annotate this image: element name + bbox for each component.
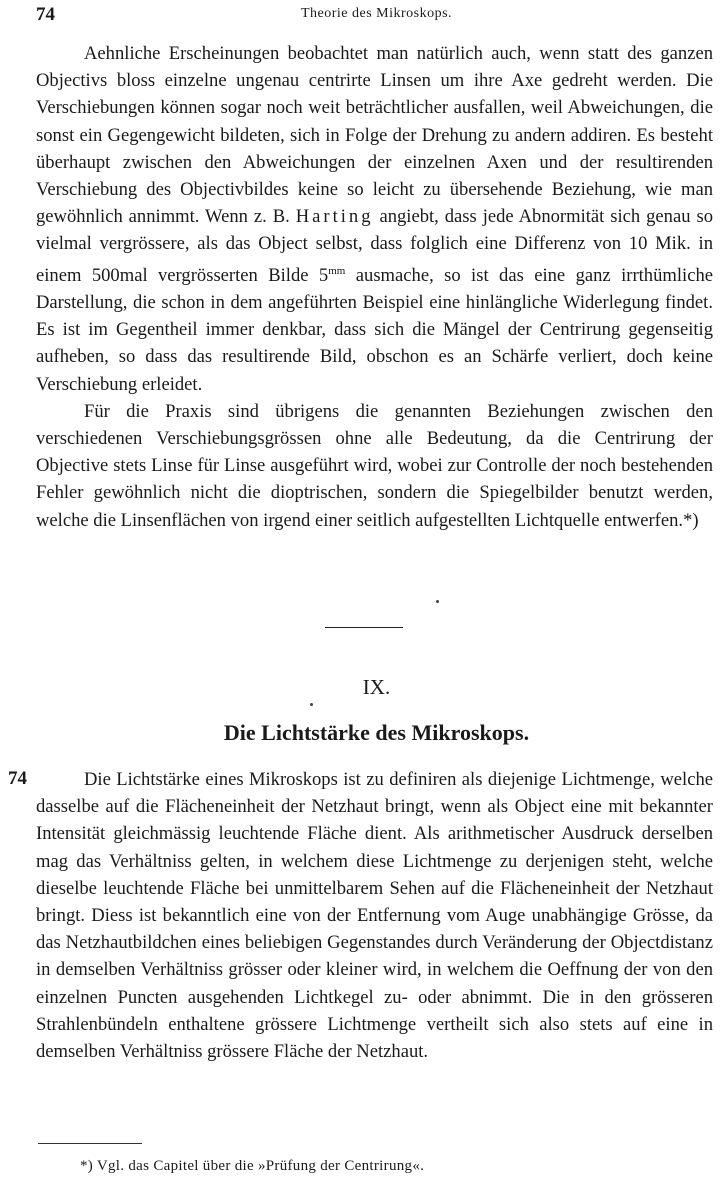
section-divider-rule [325, 627, 403, 628]
paragraph-practice: Für die Praxis sind übrigens die genannten Beziehungen zwischen den verschiedenen Verschiebungsgrössen ohne alle Bedeutung, da die Centrirung der Objective stets Linse für Linse ausgeführt wird, wobei zur Controlle der noch bestehenden Fehler gewöhnlich nicht die dioptrischen, sondern die Spiegelbilder benutzt werden, welche die Linsenflächen von irgend einer seitlich aufgestellten Lichtquelle entwerfen.*) [36, 400, 713, 531]
footnote: *) Vgl. das Capitel über die »Prüfung der Centrirung«. [80, 1158, 425, 1174]
margin-paragraph-number: 74 [8, 768, 27, 789]
page-number: 74 [36, 4, 55, 25]
paragraph-centring-discussion [36, 40, 713, 398]
paragraph-text-part: angiebt, dass jede Abnormität sich genau so vielmal vergrössere, als das Object selbst, dass folglich eine Differenz von 10 Mik. in einem 500mal vergrösserten Bilde 5 [36, 206, 713, 286]
paragraph-text-part: ausmache, so ist das eine ganz irrthümliche Darstellung, die schon in dem angeführten Beispiel eine hinlängliche Widerlegung findet. Es ist im Gegentheil immer denkbar, dass sich die Mängel der Centrirung gegenseitig aufheben, so dass das resultirende Bild, obschon es an Schärfe verliert, doch keine Verschiebung erleidet. [36, 264, 714, 395]
section-numeral: IX. [362, 675, 391, 699]
unit-superscript: mm [328, 264, 346, 277]
body-text-upper [36, 40, 713, 534]
running-head: Theorie des Mikroskops. [300, 6, 453, 21]
stray-dot [436, 600, 439, 603]
section-title: Die Lichtstärke des Mikroskops. [223, 720, 530, 745]
paragraph-light-intensity: Die Lichtstärke eines Mikroskops ist zu definiren als diejenige Lichtmenge, welche dasselbe auf die Flächeneinheit der Netzhaut bringt, wenn als Object eine mit bekannter Intensität gleichmässig leuchtende Fläche dient. Als arithmetischer Ausdruck derselben mag das Verhältniss gelten, in welchem diese Lichtmenge zu derjenigen steht, welche dieselbe leuchtende Fläche bei unmittelbarem Sehen auf die Flächeneinheit der Netzhaut bringt. Diess ist bekanntlich eine von der Entfernung vom Auge unabhängige Grösse, da das Netzhautbildchen eines beliebigen Gegenstandes durch Veränderung der Objectdistanz in demselben Verhältniss grösser oder kleiner wird, in welchem die Oeffnung der von den einzelnen Puncten ausgehenden Lichtkegel zu- oder abnimmt. Die in den grösseren Strahlenbündeln enthaltene grössere Lichtmenge vertheilt sich also stets auf eine in demselben Verhältniss grössere Fläche der Netzhaut. [36, 769, 713, 1063]
body-text-section-ix [36, 766, 713, 1065]
author-name-spaced: Harting [295, 206, 374, 228]
paragraph-text-part: Aehnliche Erscheinungen beobachtet man natürlich auch, wenn statt des ganzen Objectivs bloss einzelne ungenau centrirte Linsen um ihre Axe gedreht werden. Die Verschiebungen können sogar noch weit beträchtlicher ausfallen, weil Abweichungen, die sonst ein Gegengewicht bildeten, sich in Folge der Drehung zu andern addiren. Es besteht überhaupt zwischen den Abweichungen der einzelnen Axen und der resultirenden Verschiebung des Objectivbildes keine so leicht zu übersehende Beziehung, wie man gewöhnlich annimmt. Wenn z. B. [36, 43, 713, 228]
footnote-rule [38, 1143, 142, 1144]
stray-dot [310, 703, 313, 706]
